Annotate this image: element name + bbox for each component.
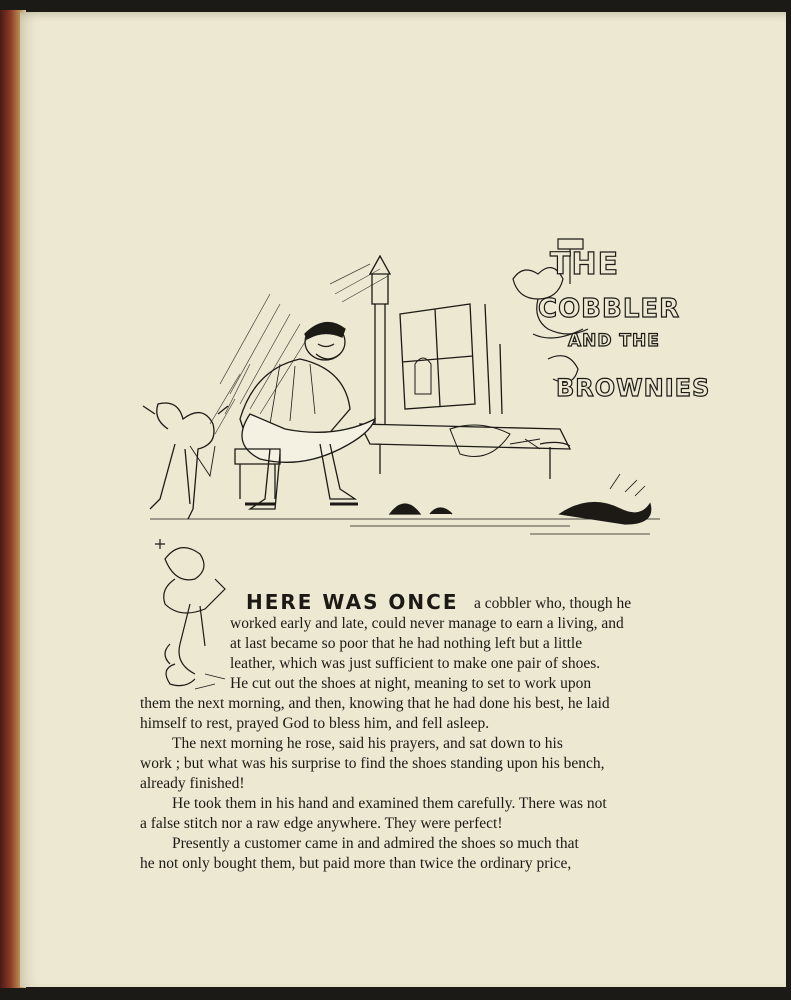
story-line: himself to rest, prayed God to bless him, and fell asleep. [140,715,490,732]
book-page [20,12,786,987]
story-line: worked early and late, could never manage to earn a living, and [230,615,624,632]
title-line-the: THE [550,247,620,282]
story-line: a false stitch nor a raw edge anywhere. They were perfect! [140,815,503,832]
story-line: He took them in his hand and examined them carefully. There was not [172,795,607,812]
story-line: work ; but what was his surprise to find the shoes standing upon his bench, [140,755,605,772]
story-line: at last became so poor that he had nothing left but a little [230,635,583,652]
story-line: a cobbler who, though he [474,595,632,612]
drop-cap-lead-in: HERE WAS ONCE [246,590,459,614]
story-line: He cut out the shoes at night, meaning to set to work upon [230,675,592,692]
story-line: them the next morning, and then, knowing that he had done his best, he laid [140,695,610,712]
story-line: Presently a customer came in and admired the shoes so much that [172,835,579,852]
story-line: The next morning he rose, said his prayers, and sat down to his [172,735,563,752]
story-line: he not only bought them, but paid more than twice the ordinary price, [140,855,572,872]
story-title [498,234,738,414]
title-line-and-the: AND THE [568,331,660,351]
story-line: already finished! [140,775,245,792]
title-line-cobbler: COBBLER [538,294,681,324]
title-line-brownies: BROWNIES [556,374,711,402]
story-line: leather, which was just sufficient to make one pair of shoes. [230,655,601,672]
